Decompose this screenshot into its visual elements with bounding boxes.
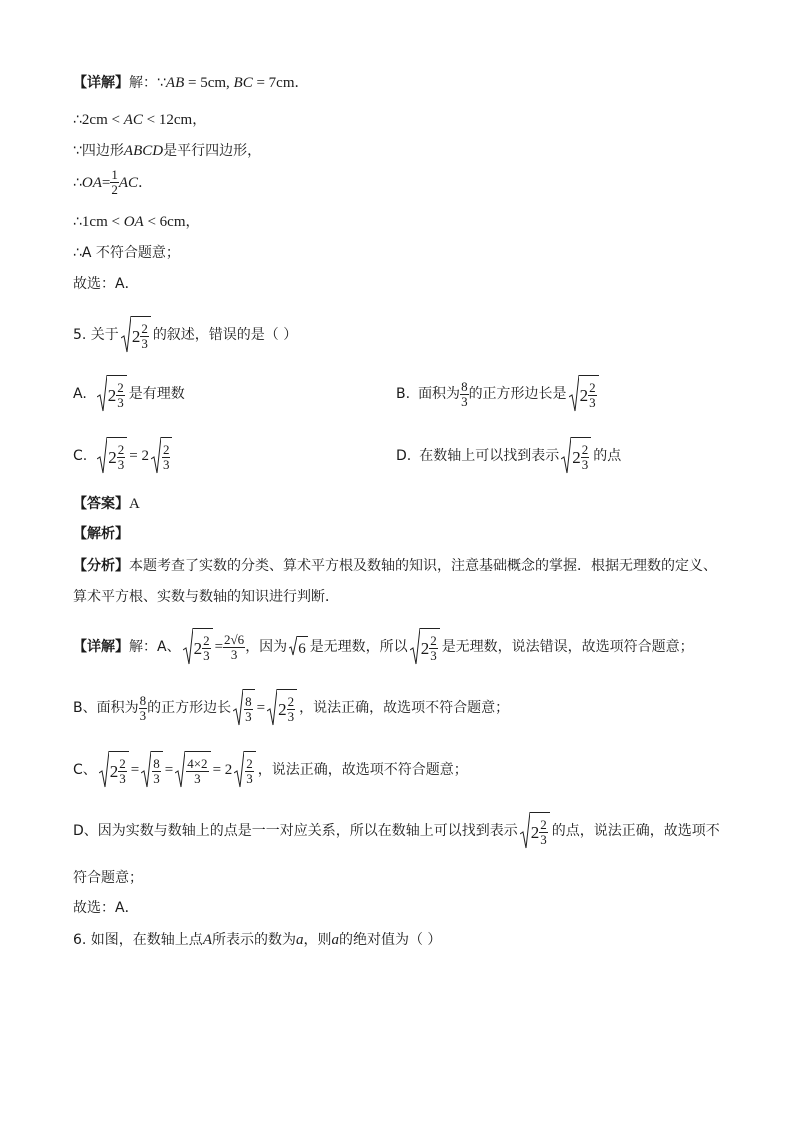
question-5-stem: 5. 关于 2 $\frac{2}{3}$ 的叙述，错误的是（ ） [73,316,297,354]
analysis-summary-line-1: 【分析】本题考查了实数的分类、算术平方根及数轴的知识，注意基础概念的掌握．根据无理数的定义、 [73,558,717,574]
detail-line-parallelogram: ∵四边形ABCD是平行四边形， [73,143,262,159]
sqrt-six: 6 [289,636,308,659]
option-d: D. 在数轴上可以找到表示 2 $\frac{2}{3}$ 的点 [396,437,621,475]
detail-line-given: 【详解】解：∵AB = 5cm, BC = 7cm． [73,75,309,91]
fraction-two-root-six-over-three: $\frac{2√6}{3}$ [224,631,245,662]
option-b: B. 面积为 $\frac{8}{3}$ 的正方形边长是 2 $\frac{2}{3}$ [396,375,601,413]
detail-option-b: B、面积为 $\frac{8}{3}$ 的正方形边长 $\frac{8}{3}$ = 2 $\frac{2}{3}$ ，说法正确，故选项不符合题意； [73,689,509,727]
detail-line-choice: 故选：A． [73,276,139,292]
fraction-one-half: $\frac{1}{2}$ [111,167,118,197]
detail-option-d-line-2: 符合题意； [73,870,143,886]
detail-final-choice: 故选：A． [73,900,139,916]
answer-line: 【答案】A [73,496,140,512]
sqrt-two-and-two-thirds: 2 $\frac{2}{3}$ [183,628,213,666]
sqrt-two-thirds: $\frac{2}{3}$ [151,437,173,475]
sqrt-eight-thirds: $\frac{8}{3}$ [233,689,255,727]
sqrt-two-and-two-thirds: 2 $\frac{2}{3}$ [99,751,129,789]
question-6-stem: 6. 如图，在数轴上点A所表示的数为a，则a的绝对值为（ ） [73,932,442,948]
sqrt-two-and-two-thirds: 2 $\frac{2}{3}$ [561,437,591,475]
detail-option-d: D、因为实数与数轴上的点是一一对应关系，所以在数轴上可以找到表示 2 $\frac{2}{3}$ 的点，说法正确，故选项不 [73,812,720,850]
analysis-label: 【解析】 [73,526,129,542]
detail-label: 【详解】 [73,75,129,91]
sqrt-eight-thirds: $\frac{8}{3}$ [141,751,163,789]
sqrt-two-and-two-thirds: 2 $\frac{2}{3}$ [97,375,127,413]
sqrt-two-and-two-thirds: 2 $\frac{2}{3}$ [97,437,127,475]
detail-line-oa-range: ∴1cm < OA < 6cm， [73,214,200,230]
analysis-summary-line-2: 算术平方根、实数与数轴的知识进行判断． [73,589,339,605]
sqrt-two-and-two-thirds: 2 $\frac{2}{3}$ [520,812,550,850]
detail-option-a: 【详解】 解：A、 2 $\frac{2}{3}$ = $\frac{2√6}{3}$ ，因为 6 是无理数，所以 2 $\frac{2}{3}$ 是无理数，说法错误，故选项符合题意； [73,628,694,666]
sqrt-two-and-two-thirds: 2 $\frac{2}{3}$ [121,316,151,354]
detail-option-c: C、 2 $\frac{2}{3}$ = $\frac{8}{3}$ = $\frac{4\times 2}{3}$ = 2 $\frac{2}{3}$ ，说法正确，故选项不符合题意； [73,751,468,789]
fraction-eight-thirds: $\frac{8}{3}$ [139,692,147,723]
sqrt-two-and-two-thirds: 2 $\frac{2}{3}$ [410,628,440,666]
sqrt-four-times-two-over-three: $\frac{4\times 2}{3}$ [175,751,210,789]
option-c: C. 2 $\frac{2}{3}$ = 2 $\frac{2}{3}$ [73,437,174,475]
option-a: A. 2 $\frac{2}{3}$ 是有理数 [73,375,185,413]
sqrt-two-and-two-thirds: 2 $\frac{2}{3}$ [569,375,599,413]
sqrt-two-thirds: $\frac{2}{3}$ [234,751,256,789]
detail-line-oa-half: ∴ OA = $\frac{1}{2}$ AC ． [73,167,153,197]
detail-line-conclusion: ∴A 不符合题意； [73,245,180,261]
detail-line-ac-range: ∴2cm < AC < 12cm， [73,112,207,128]
sqrt-two-and-two-thirds: 2 $\frac{2}{3}$ [267,689,297,727]
fraction-eight-thirds: $\frac{8}{3}$ [461,378,468,409]
